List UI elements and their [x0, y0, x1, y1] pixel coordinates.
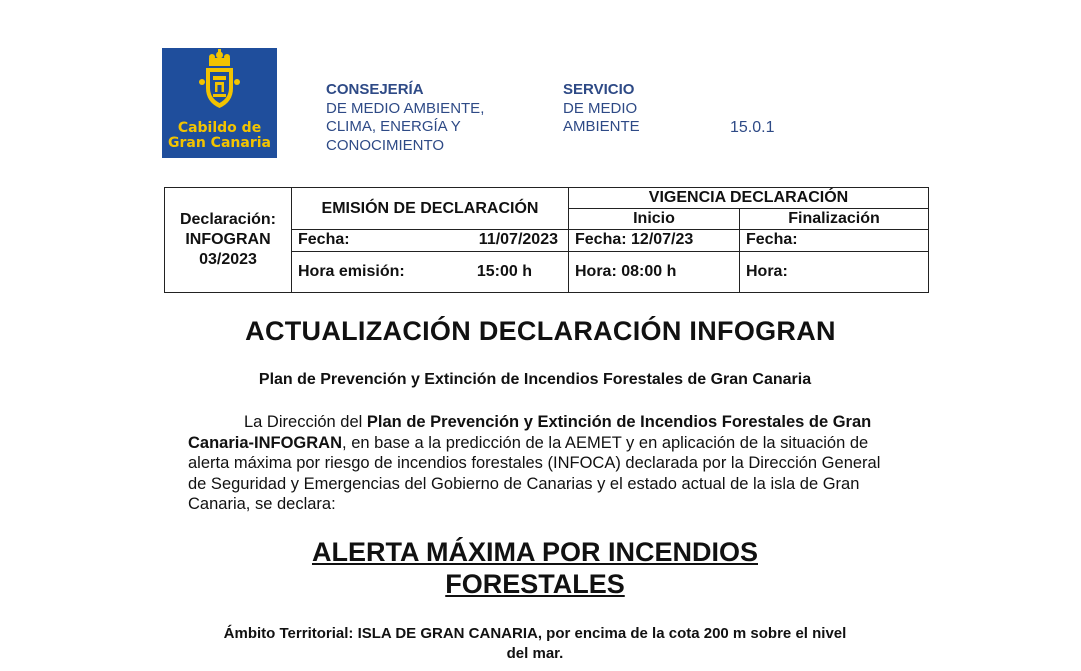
- para-text-2: , en base a la predicción de la AEMET y en aplicación de la situación de alerta máxima por riesgo de incendios forestales (INFOCA) declarada por la Dirección General de Seguridad y Emergencias del Gobierno de Canarias y el estado actual de la isla de Gran Canaria, se declara:: [188, 433, 881, 513]
- declaration-table: [164, 187, 929, 293]
- consejeria-line: CLIMA, ENERGÍA Y: [326, 118, 461, 135]
- validity-header: VIGENCIA DECLARACIÓN: [569, 188, 929, 209]
- para-text-1: La Dirección del: [244, 413, 367, 431]
- declaration-name: INFOGRAN: [185, 231, 271, 248]
- declaration-number: 03/2023: [199, 251, 257, 268]
- end-date-label: Fecha:: [740, 230, 929, 251]
- consejeria-line: DE MEDIO AMBIENTE,: [326, 99, 485, 117]
- consejeria-title: CONSEJERÍA: [326, 81, 424, 98]
- servicio-block: [563, 81, 640, 137]
- declaration-label: Declaración:: [179, 211, 277, 228]
- page-title: ACTUALIZACIÓN DECLARACIÓN INFOGRAN: [245, 316, 836, 346]
- emission-time: 15:00 h: [476, 262, 532, 280]
- emission-header: EMISIÓN DE DECLARACIÓN: [292, 188, 569, 230]
- alert-line-2: FORESTALES: [445, 569, 625, 599]
- emission-time-cell: [292, 251, 569, 292]
- alert-heading: [0, 536, 1070, 600]
- end-header: Finalización: [740, 209, 929, 230]
- date-label: Fecha:: [298, 231, 350, 249]
- plan-subtitle: Plan de Prevención y Extinción de Incendios Forestales de Gran Canaria: [258, 371, 812, 388]
- document-code: 15.0.1: [730, 119, 775, 136]
- servicio-line: DE MEDIO: [563, 99, 638, 117]
- start-header: Inicio: [569, 209, 740, 230]
- declaration-paragraph: [188, 412, 888, 515]
- start-time: Hora: 08:00 h: [569, 251, 740, 292]
- scope-line-1: Ámbito Territorial: ISLA DE GRAN CANARIA, por encima de la cota 200 m sobre el nivel: [223, 625, 847, 642]
- end-time-label: Hora:: [740, 251, 929, 292]
- coat-of-arms-icon: [162, 48, 277, 120]
- consejeria-block: [326, 81, 484, 155]
- declaration-id-cell: [165, 188, 292, 293]
- consejeria-line: CONOCIMIENTO: [326, 136, 445, 154]
- cabildo-logo: [162, 48, 277, 158]
- servicio-line: AMBIENTE: [563, 118, 640, 135]
- time-label: Hora emisión:: [298, 262, 405, 280]
- logo-line-1: Cabildo de: [177, 120, 262, 136]
- territorial-scope: [0, 624, 1070, 664]
- para-plan-name: Plan de Prevención y Extinción de Incendios Forestales de Gran Canaria-INFOGRAN: [188, 413, 872, 452]
- alert-line-1: ALERTA MÁXIMA POR INCENDIOS: [311, 537, 758, 567]
- emission-date-cell: [292, 230, 569, 251]
- emission-date: 11/07/2023: [478, 231, 558, 249]
- start-date: Fecha: 12/07/23: [569, 230, 740, 251]
- scope-line-2: del mar.: [506, 645, 564, 662]
- logo-line-2: Gran Canaria: [168, 135, 271, 151]
- servicio-title: SERVICIO: [563, 81, 635, 98]
